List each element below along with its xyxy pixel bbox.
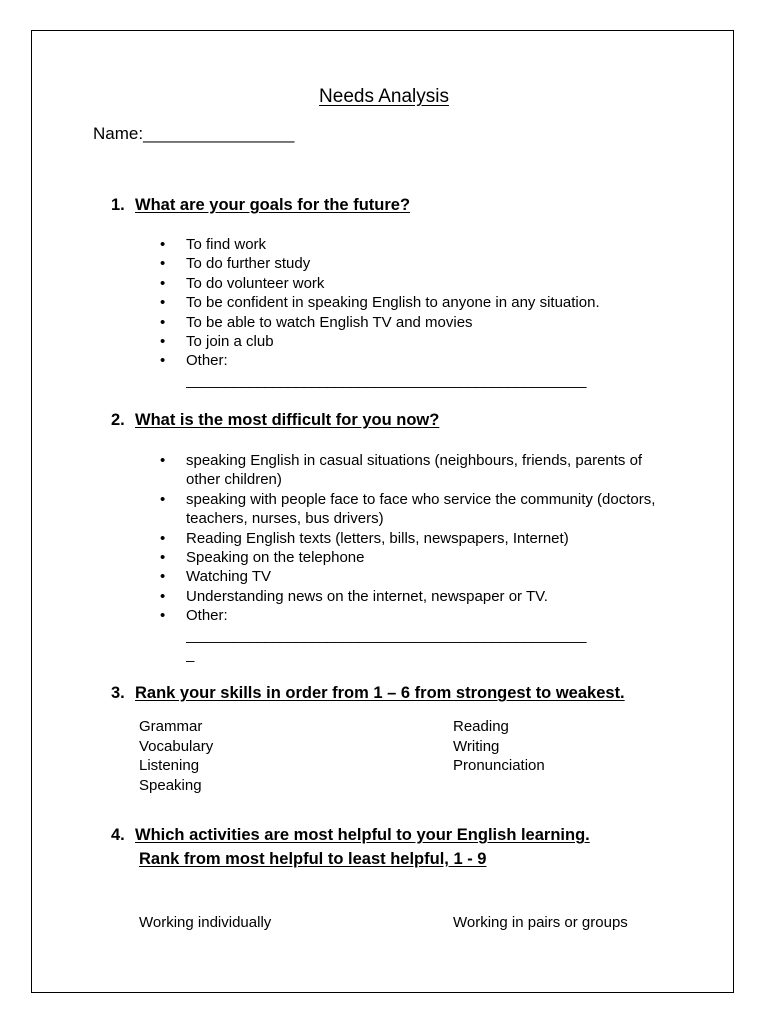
bullet-icon: • — [160, 568, 166, 586]
question-4-heading — [111, 823, 590, 871]
bullet-icon: • — [160, 352, 166, 370]
question-1-number: 1. — [111, 196, 125, 214]
bullet-icon: • — [160, 587, 166, 605]
list-item: • To be able to watch English TV and movies — [160, 313, 473, 331]
question-3-skills-left — [139, 717, 213, 795]
skill-item: Pronunciation — [453, 757, 545, 774]
other-answer-line: ___________________________________________________ — [186, 371, 586, 389]
question-3-number: 3. — [111, 684, 125, 702]
question-2-options — [160, 451, 660, 664]
bullet-icon: • — [160, 313, 166, 331]
bullet-icon: • — [160, 294, 166, 312]
bullet-icon: • — [160, 529, 166, 547]
bullet-icon: • — [160, 333, 166, 351]
question-3-text: Rank your skills in order from 1 – 6 from strongest to weakest. — [135, 684, 625, 702]
bullet-icon: • — [160, 452, 166, 469]
skill-item: Writing — [453, 737, 500, 755]
list-item: • Reading English texts (letters, bills, newspapers, Internet) — [160, 529, 569, 547]
bullet-icon: • — [160, 274, 166, 292]
list-item: • Other: ___________________________________________________ — [160, 351, 680, 390]
name-field-label: Name:________________ — [93, 124, 295, 143]
list-item: • Watching TV — [160, 568, 272, 586]
question-2-text: What is the most difficult for you now? — [135, 411, 440, 429]
skill-item: Reading — [453, 718, 509, 735]
activity-item: Working in pairs or groups — [453, 914, 628, 931]
list-item: • To join a club — [160, 333, 274, 351]
question-4-activities-left — [139, 913, 271, 933]
activity-item: Working individually — [139, 914, 272, 931]
list-item: • To find work — [160, 236, 267, 253]
question-2-heading — [111, 408, 439, 432]
question-4-subtext: Rank from most helpful to least helpful, 1 - 9 — [139, 850, 487, 868]
bullet-icon: • — [160, 549, 166, 567]
question-1-options — [160, 235, 680, 390]
bullet-icon: • — [160, 490, 166, 508]
question-1-heading — [111, 193, 410, 217]
other-answer-line-tail: _ — [186, 646, 194, 664]
question-1-text: What are your goals for the future? — [135, 196, 411, 214]
question-4-activities-right — [453, 913, 628, 933]
bullet-icon: • — [160, 236, 166, 253]
list-item: • To be confident in speaking English to anyone in any situation. — [160, 294, 600, 312]
list-item: • Speaking on the telephone — [160, 549, 365, 567]
skill-item: Speaking — [139, 776, 202, 794]
question-3-heading — [111, 681, 625, 705]
list-item: • To do volunteer work — [160, 274, 325, 292]
document-title: Needs Analysis — [319, 86, 449, 107]
question-4-number: 4. — [111, 826, 125, 844]
question-2-number: 2. — [111, 411, 125, 429]
list-item: • speaking English in casual situations (neighbours, friends, parents of other children) — [160, 452, 643, 489]
list-item: • Other: ___________________________________________________ _ — [160, 606, 660, 664]
bullet-icon: • — [160, 607, 166, 625]
other-answer-line: ___________________________________________________ — [186, 626, 586, 644]
bullet-icon: • — [160, 255, 166, 273]
list-item: • speaking with people face to face who service the community (doctors, teachers, nurses, bus drivers) — [160, 490, 656, 528]
skill-item: Listening — [139, 757, 200, 774]
question-4-text: Which activities are most helpful to your English learning. — [135, 826, 590, 844]
question-3-skills-right — [453, 717, 545, 776]
list-item: • Understanding news on the internet, newspaper or TV. — [160, 587, 548, 605]
list-item: • To do further study — [160, 255, 311, 273]
skill-item: Grammar — [139, 718, 203, 735]
skill-item: Vocabulary — [139, 737, 214, 755]
